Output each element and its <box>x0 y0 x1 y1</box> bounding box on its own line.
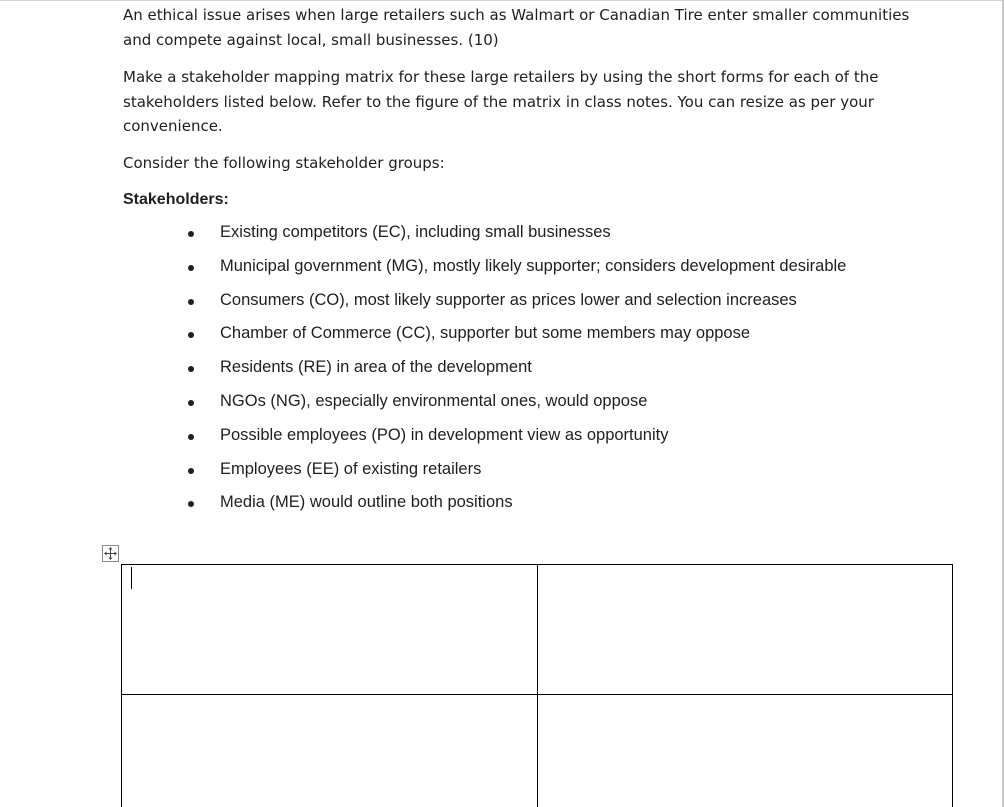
list-item <box>0 390 1004 424</box>
stakeholder-re: Residents (RE) in area of the development <box>220 358 532 377</box>
matrix-cell-bottom-right[interactable] <box>537 694 953 807</box>
stakeholder-ec: Existing competitors (EC), including small businesses <box>220 223 611 241</box>
stakeholder-intro-paragraph: Consider the following stakeholder groups: <box>123 154 445 172</box>
stakeholders-heading: Stakeholders: <box>123 191 229 208</box>
bullet-icon <box>188 468 194 474</box>
matrix-cell-top-left[interactable] <box>122 565 538 695</box>
table-row <box>122 694 953 807</box>
bullet-icon <box>188 400 194 406</box>
page-top-border <box>0 0 1004 1</box>
matrix-cell-bottom-left[interactable] <box>122 694 538 807</box>
stakeholder-mg: Municipal government (MG), mostly likely supporter; considers development desirable <box>220 256 847 275</box>
bullet-icon <box>188 366 194 372</box>
bullet-icon <box>188 299 194 305</box>
matrix-cell-top-right[interactable] <box>537 565 953 695</box>
bullet-icon <box>188 231 194 237</box>
stakeholder-matrix-table <box>121 564 953 807</box>
bullet-icon <box>188 501 194 507</box>
stakeholder-ng: NGOs (NG), especially environmental ones, would oppose <box>220 391 648 410</box>
list-item <box>0 322 1004 356</box>
stakeholder-po: Possible employees (PO) in development view as opportunity <box>220 425 669 444</box>
bullet-icon <box>188 434 194 440</box>
stakeholder-ee: Employees (EE) of existing retailers <box>220 459 482 478</box>
text-cursor <box>131 567 132 589</box>
stakeholder-me: Media (ME) would outline both positions <box>220 493 513 512</box>
stakeholder-cc: Chamber of Commerce (CC), supporter but some members may oppose <box>220 324 751 343</box>
bullet-icon <box>188 332 194 338</box>
instructions-paragraph: Make a stakeholder mapping matrix for these large retailers by using the short forms for each of the stakeholders listed below. Refer to the figure of the matrix in class notes. You can resize as per your convenience. <box>123 68 879 135</box>
list-item <box>0 458 1004 492</box>
list-item <box>0 289 1004 323</box>
list-item <box>0 424 1004 458</box>
table-row <box>122 565 953 695</box>
list-item <box>0 491 1004 525</box>
bullet-icon <box>188 265 194 271</box>
stakeholder-co: Consumers (CO), most likely supporter as prices lower and selection increases <box>220 290 797 309</box>
list-item <box>0 255 1004 289</box>
table-move-handle-icon[interactable] <box>102 545 119 562</box>
list-item <box>0 356 1004 390</box>
question-paragraph: An ethical issue arises when large retailers such as Walmart or Canadian Tire enter smaller communities and compete against local, small businesses. (10) <box>123 6 910 49</box>
stakeholder-list <box>0 221 1004 525</box>
list-item <box>0 221 1004 255</box>
